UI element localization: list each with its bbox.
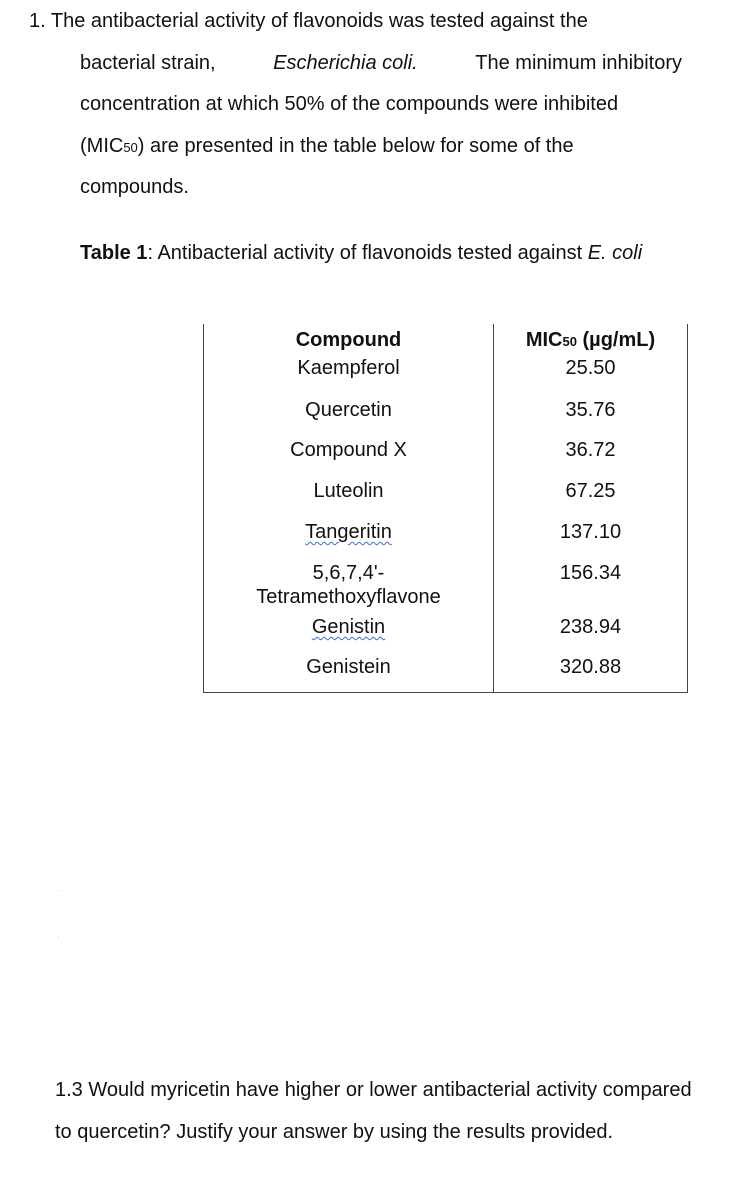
table-row-compound: 5,6,7,4'- Tetramethoxyflavone (256, 562, 441, 608)
table-caption (80, 238, 680, 269)
table-row-compound: Compound X (290, 439, 407, 461)
mic-abbrev: (MIC50) are presented in the table below for some of the (80, 135, 574, 157)
question-1-line-5: compounds. (80, 176, 189, 198)
table-row-compound: Genistein (306, 656, 391, 678)
header-compound: Compound (295, 329, 402, 351)
mic-table (203, 324, 688, 693)
question-1-line-4 (80, 134, 682, 160)
table-label: Table 1 (80, 242, 148, 264)
table-caption-text: : Antibacterial activity of flavonoids tested against (147, 242, 588, 264)
table-row-compound: Kaempferol (297, 357, 400, 379)
table-row-mic: 67.25 (565, 480, 616, 502)
table-caption-species: E. coli (587, 242, 643, 264)
table-row-compound: Quercetin (305, 399, 392, 421)
question-1-line-2 (80, 51, 682, 75)
scan-speck (58, 936, 59, 937)
table-row-mic: 137.10 (559, 521, 622, 543)
table-row-compound: Luteolin (313, 480, 384, 502)
question-1-3: 1.3 Would myricetin have higher or lower antibacterial activity compared to quercetin? Justify your answer by using the results provided. (55, 1079, 692, 1143)
question-1-line-2-start: bacterial strain, (80, 52, 216, 74)
header-mic: MIC50 (µg/mL) (525, 329, 656, 351)
scan-speck (58, 890, 59, 891)
table-row-mic: 156.34 (559, 562, 622, 584)
table-row-compound: Tangeritin (305, 521, 392, 543)
question-1-line-3: concentration at which 50% of the compounds were inhibited (80, 93, 619, 115)
table-row-mic: 320.88 (559, 656, 622, 678)
question-1-line-1: 1. The antibacterial activity of flavonoids was tested against the (29, 10, 588, 32)
question-1-line-2-end: The minimum inhibitory (475, 52, 682, 74)
table-row-mic: 35.76 (565, 399, 616, 421)
table-row-mic: 36.72 (565, 439, 616, 461)
table-row-mic: 25.50 (565, 357, 616, 379)
table-row-mic: 238.94 (559, 616, 622, 638)
table-row-compound: Genistin (311, 616, 386, 638)
species-name: Escherichia coli. (273, 52, 418, 74)
